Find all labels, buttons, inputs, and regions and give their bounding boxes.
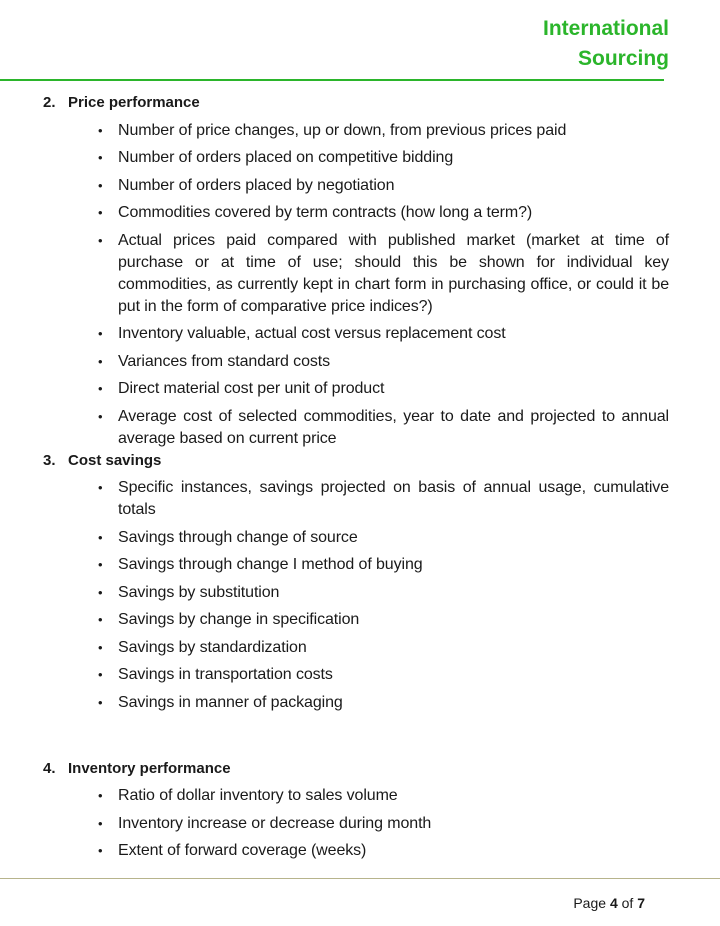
page-number [573, 894, 645, 912]
brand-line-2: Sourcing [577, 47, 669, 70]
section-inventory-performance [0, 758, 720, 863]
list-item [98, 637, 669, 659]
list-item-text: Inventory increase or decrease during month [118, 814, 432, 832]
list-item [98, 175, 669, 197]
bullet-icon: • [98, 408, 103, 424]
brand-line-1: International [542, 17, 669, 40]
bullet-icon: • [98, 584, 103, 600]
bullet-list [0, 785, 720, 862]
bullet-icon: • [98, 815, 103, 831]
section-title: Cost savings [68, 451, 162, 469]
list-item-text: Savings by substitution [118, 583, 280, 601]
bullet-icon: • [98, 177, 103, 193]
list-item [98, 554, 669, 576]
bullet-icon: • [98, 694, 103, 710]
bullet-icon: • [98, 667, 103, 682]
section-price-performance [0, 92, 720, 450]
list-item-text: Savings in manner of packaging [118, 693, 343, 711]
section-number: 2. [43, 94, 56, 111]
list-item-text: Specific instances, savings projected on basis of annual usage, cumulative totals [118, 479, 669, 518]
list-item-text: Number of orders placed by negotiation [118, 176, 395, 194]
section-title: Price performance [68, 94, 200, 111]
list-item-text: Actual prices paid compared with published market (market at time of purchase or at time of use; should this be shown for individual key commodities, as currently kept in chart form in purchasing office, or could it be put in the form of comparative price indices?) [118, 231, 669, 315]
company-logo-icon [612, 0, 664, 8]
bullet-list [0, 120, 720, 450]
list-item [98, 351, 669, 373]
list-item [98, 582, 669, 604]
list-item-text: Ratio of dollar inventory to sales volume [118, 787, 398, 804]
bullet-icon: • [98, 639, 103, 655]
bullet-icon: • [98, 205, 103, 220]
list-item [98, 692, 669, 714]
header-divider [0, 79, 664, 81]
page-prefix: Page [573, 895, 607, 911]
list-item-text: Savings through change of source [118, 528, 358, 546]
section-number: 4. [43, 759, 56, 777]
bullet-icon: • [98, 232, 103, 248]
list-item [98, 406, 669, 450]
list-item-text: Savings by standardization [118, 638, 307, 656]
bullet-icon: • [98, 122, 103, 138]
list-item [98, 664, 669, 686]
page-separator: of [621, 895, 634, 911]
bullet-icon: • [98, 843, 103, 858]
bullet-icon: • [98, 557, 103, 572]
list-item [98, 323, 669, 345]
section-heading [0, 450, 720, 472]
bullet-icon: • [98, 612, 103, 627]
section-spacer [0, 714, 720, 758]
list-item [98, 609, 669, 631]
section-number: 3. [43, 451, 56, 469]
list-item [98, 147, 669, 169]
list-item-text: Number of price changes, up or down, from previous prices paid [118, 121, 567, 139]
list-item-text: Variances from standard costs [118, 352, 331, 370]
document-body [0, 92, 720, 862]
list-item [98, 527, 669, 549]
list-item [98, 378, 669, 400]
list-item [98, 230, 669, 318]
bullet-icon: • [98, 353, 103, 369]
list-item-text: Direct material cost per unit of product [118, 380, 385, 397]
bullet-icon: • [98, 788, 103, 803]
list-item [98, 477, 669, 521]
bullet-icon: • [98, 326, 103, 341]
bullet-icon: • [98, 381, 103, 396]
list-item-text: Extent of forward coverage (weeks) [118, 842, 367, 859]
list-item [98, 813, 669, 835]
list-item [98, 202, 669, 224]
footer-divider [0, 878, 720, 879]
bullet-list [0, 477, 720, 714]
section-heading [0, 92, 720, 114]
bullet-icon: • [98, 150, 103, 165]
list-item [98, 120, 669, 142]
list-item-text: Number of orders placed on competitive bidding [118, 149, 454, 166]
list-item-text: Savings by change in specification [118, 611, 360, 628]
bullet-icon: • [98, 480, 103, 495]
section-title: Inventory performance [68, 759, 231, 777]
section-cost-savings [0, 450, 720, 714]
list-item-text: Savings in transportation costs [118, 666, 333, 683]
brand-name [543, 14, 669, 74]
list-item-text: Inventory valuable, actual cost versus replacement cost [118, 325, 506, 342]
list-item-text: Savings through change I method of buying [118, 556, 423, 573]
total-pages: 7 [637, 895, 645, 911]
list-item [98, 785, 669, 807]
list-item [98, 840, 669, 862]
section-heading [0, 758, 720, 780]
current-page: 4 [609, 895, 618, 911]
list-item-text: Commodities covered by term contracts (how long a term?) [118, 204, 533, 221]
list-item-text: Average cost of selected commodities, year to date and projected to annual average based on current price [118, 407, 669, 447]
bullet-icon: • [98, 529, 103, 545]
